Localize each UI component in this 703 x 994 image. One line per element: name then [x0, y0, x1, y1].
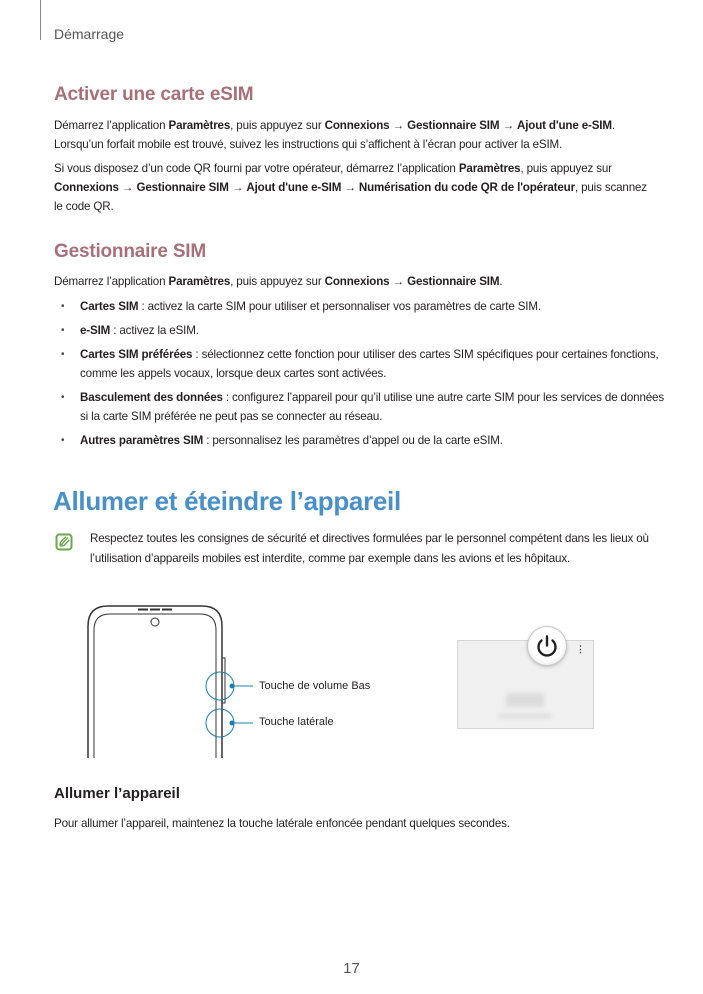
- option-desc: : sélectionnez cette fonction pour utiliser des cartes SIM spécifiques pour certaines fonctions, comme les appels vocaux, lorsque deux cartes sont activées.: [80, 348, 659, 380]
- heading-activate-esim: Activer une carte eSIM: [54, 84, 254, 105]
- arrow: →: [341, 181, 359, 194]
- option-term: Basculement des données: [80, 391, 223, 404]
- list-item: [54, 321, 664, 340]
- list-item: [54, 431, 664, 450]
- arrow: →: [389, 275, 408, 288]
- running-header: Démarrage: [54, 26, 125, 42]
- option-term: e-SIM: [80, 324, 111, 337]
- menu-term-gestionnaire-sim: Gestionnaire SIM: [407, 275, 500, 288]
- text: Démarrez l’application: [54, 275, 169, 288]
- menu-term-numerisation-qr: Numérisation du code QR de l'opérateur: [358, 181, 575, 194]
- arrow: →: [389, 119, 408, 132]
- page-number: 17: [343, 960, 360, 977]
- more-options-icon: ⋮: [576, 644, 585, 654]
- menu-term-connexions: Connexions: [324, 119, 390, 132]
- text: , puis appuyez sur: [230, 119, 325, 132]
- note-pencil-icon: [55, 533, 73, 551]
- arrow: →: [499, 119, 517, 132]
- power-button-illustration: [528, 627, 566, 665]
- text: , puis scannez le code QR.: [54, 181, 647, 213]
- sim-manager-options-list: [54, 297, 664, 455]
- paragraph-sim-manager-intro: [54, 272, 654, 291]
- blurred-date: [498, 713, 552, 719]
- text: .: [499, 275, 503, 288]
- paragraph-activate-esim-1: [54, 116, 654, 154]
- menu-term-connexions: Connexions: [54, 181, 119, 194]
- paragraph-power-on: Pour allumer l’appareil, maintenez la touche latérale enfoncée pendant quelques secondes.: [54, 817, 510, 830]
- text: , puis appuyez sur: [230, 275, 325, 288]
- power-icon: [528, 627, 566, 665]
- heading-sim-manager: Gestionnaire SIM: [54, 241, 207, 262]
- option-desc: : activez la carte SIM pour utiliser et personnaliser vos paramètres de carte SIM.: [138, 300, 541, 313]
- menu-term-parametres: Paramètres: [458, 162, 521, 175]
- lock-screen-illustration: [457, 640, 594, 729]
- option-desc: : activez la eSIM.: [110, 324, 199, 337]
- bullet-icon: •: [61, 392, 65, 403]
- text: . Lorsqu’un forfait mobile est trouvé, suivez les instructions qui s’affichent à l’écran pour activer la eSIM.: [54, 119, 615, 151]
- callout-volume-down-key: Touche de volume Bas: [259, 680, 371, 692]
- list-item: [54, 345, 664, 383]
- bullet-icon: •: [61, 325, 65, 336]
- text: Démarrez l’application: [54, 119, 169, 132]
- option-desc: : configurez l’appareil pour qu’il utilise une autre carte SIM pour les services de données si la carte SIM préférée ne peut pas se connecter au réseau.: [80, 391, 664, 423]
- list-item: [54, 388, 664, 426]
- menu-term-parametres: Paramètres: [168, 119, 231, 132]
- page-margin-rule: [40, 0, 41, 40]
- bullet-icon: •: [61, 349, 65, 360]
- safety-note: Respectez toutes les consignes de sécurité et directives formulées par le personnel compétent dans les lieux où l’utilisation d’appareils mobiles est interdite, comme par exemple dans les avions et les hôpitaux.: [90, 532, 649, 565]
- option-desc: : personnalisez les paramètres d’appel ou de la carte eSIM.: [203, 434, 503, 447]
- bullet-icon: •: [61, 435, 65, 446]
- option-term: Cartes SIM préférées: [80, 348, 193, 361]
- option-term: Autres paramètres SIM: [80, 434, 204, 447]
- heading-power-on-off: Allumer et éteindre l’appareil: [53, 486, 401, 516]
- blurred-clock: [506, 693, 544, 707]
- text: Si vous disposez d’un code QR fourni par votre opérateur, démarrez l’application: [54, 162, 459, 175]
- heading-power-on: Allumer l’appareil: [54, 785, 180, 802]
- menu-term-ajout-esim: Ajout d'une e-SIM: [516, 119, 612, 132]
- option-term: Cartes SIM: [80, 300, 139, 313]
- menu-term-gestionnaire-sim: Gestionnaire SIM: [407, 119, 500, 132]
- arrow: →: [228, 181, 247, 194]
- arrow: →: [118, 181, 137, 194]
- text: , puis appuyez sur: [520, 162, 612, 175]
- bullet-icon: •: [61, 301, 65, 312]
- phone-side-keys-diagram: [80, 598, 400, 758]
- menu-term-connexions: Connexions: [324, 275, 390, 288]
- menu-term-ajout-esim: Ajout d'une e-SIM: [246, 181, 342, 194]
- menu-term-parametres: Paramètres: [168, 275, 231, 288]
- list-item: [54, 297, 664, 316]
- menu-term-gestionnaire-sim: Gestionnaire SIM: [136, 181, 229, 194]
- paragraph-activate-esim-2: [54, 159, 654, 216]
- callout-side-key: Touche latérale: [259, 716, 334, 728]
